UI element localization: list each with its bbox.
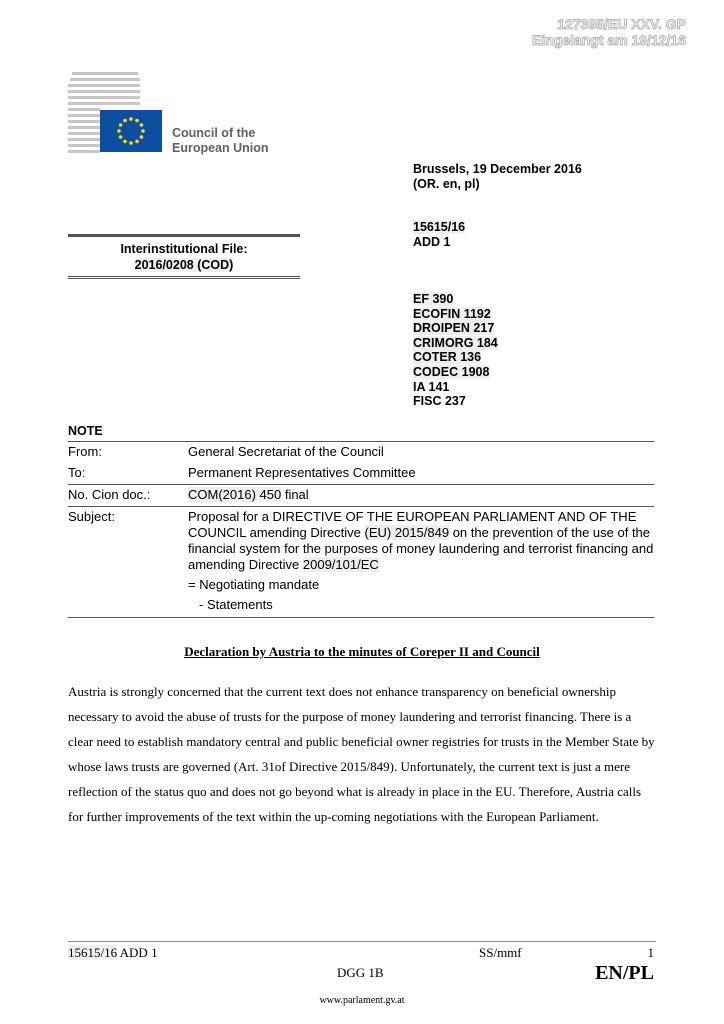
code-item: COTER 136 — [413, 350, 482, 365]
note-row-to — [68, 463, 654, 484]
document-number: 15615/16 — [413, 220, 466, 234]
footer-page-number: 1 — [647, 945, 654, 960]
note-row-from — [68, 442, 654, 463]
from-label: From: — [68, 444, 102, 459]
footer-doc-ref: 15615/16 ADD 1 — [68, 945, 158, 960]
subject-statements: - Statements — [199, 597, 273, 612]
stamp-reference: 127395/EU XXV. GP — [557, 16, 686, 32]
subject-label: Subject: — [68, 509, 115, 524]
to-value: Permanent Representatives Committee — [188, 465, 416, 480]
note-row-cion — [68, 484, 654, 507]
eu-flag-icon — [100, 110, 162, 152]
cion-value: COM(2016) 450 final — [188, 487, 309, 502]
addendum: ADD 1 — [413, 234, 451, 249]
code-item: DROIPEN 217 — [413, 321, 495, 336]
to-label: To: — [68, 465, 86, 480]
directive-reference-link[interactable]: (EU) 2015/849 — [364, 525, 450, 540]
stamp-received-date: Eingelangt am 19/12/16 — [531, 32, 686, 48]
from-value: General Secretariat of the Council — [188, 444, 384, 459]
council-name: Council of the European Union — [172, 126, 269, 155]
declaration-heading: Declaration by Austria to the minutes of Coreper II and Council — [184, 644, 540, 659]
note-row-subject — [68, 507, 654, 617]
note-title: NOTE — [68, 424, 103, 438]
footer-dgg: DGG 1B — [337, 965, 384, 980]
place-date-block — [413, 162, 582, 191]
declaration-body: Austria is strongly concerned that the current text does not enhance transparency on beneficial ownership necessary to avoid the abuse of trusts for the purpose of money laundering and terrorist financing. There is a clear need to establish mandatory central and public beneficial owner registries for trusts in the Member State by whose laws trusts are governed (Art. 31of Directive 2015/849). Unfortunately, the current text is just a mere reflection of the status quo and does not go beyond what is already in place in the EU. Therefore, Austria calls for further improvements of the text within the up-coming negotiations with the European Parliament. — [68, 684, 655, 824]
note-table — [68, 441, 654, 618]
footer-language: EN/PL — [595, 962, 654, 984]
cion-reference-link[interactable]: COM(2016) 450 — [188, 487, 282, 502]
interinstitutional-value: 2016/0208 (COD) — [134, 258, 234, 272]
code-item: CODEC 1908 — [413, 364, 490, 379]
subject-mandate: = Negotiating mandate — [188, 577, 320, 592]
interinstitutional-label: Interinstitutional File: — [120, 242, 248, 256]
subject-value: Proposal for a DIRECTIVE OF THE EUROPEAN PARLIAMENT AND OF THE COUNCIL amending Directive (EU) 2015/849 on the prevention of the use of the financial system for the purposes of money laundering and terrorist financing and amending Directive 2009/101/EC = Negotiating mandate - Statements — [188, 509, 654, 612]
document-number-block — [413, 220, 465, 249]
parliament-stamp — [532, 16, 686, 48]
code-item: CRIMORG 184 — [413, 335, 498, 350]
council-logo — [68, 72, 298, 162]
code-item: EF 390 — [413, 292, 454, 306]
classification-codes — [413, 292, 498, 409]
code-item: IA 141 — [413, 379, 450, 394]
directive-reference-link[interactable]: 2009/101/EC — [302, 557, 379, 572]
footer-divider — [68, 941, 656, 942]
original-languages: (OR. en, pl) — [413, 176, 480, 191]
code-item: FISC 237 — [413, 394, 466, 409]
footer-doc-number: 15615/16 — [68, 945, 118, 960]
interinstitutional-file-box — [68, 234, 300, 279]
code-item: ECOFIN 1192 — [413, 306, 491, 321]
place-date: Brussels, 19 December 2016 — [413, 162, 582, 176]
footer-initials: SS/mmf — [479, 945, 522, 960]
parliament-website: www.parlament.gv.at — [319, 995, 405, 1006]
cion-label: No. Cion doc.: — [68, 487, 151, 502]
